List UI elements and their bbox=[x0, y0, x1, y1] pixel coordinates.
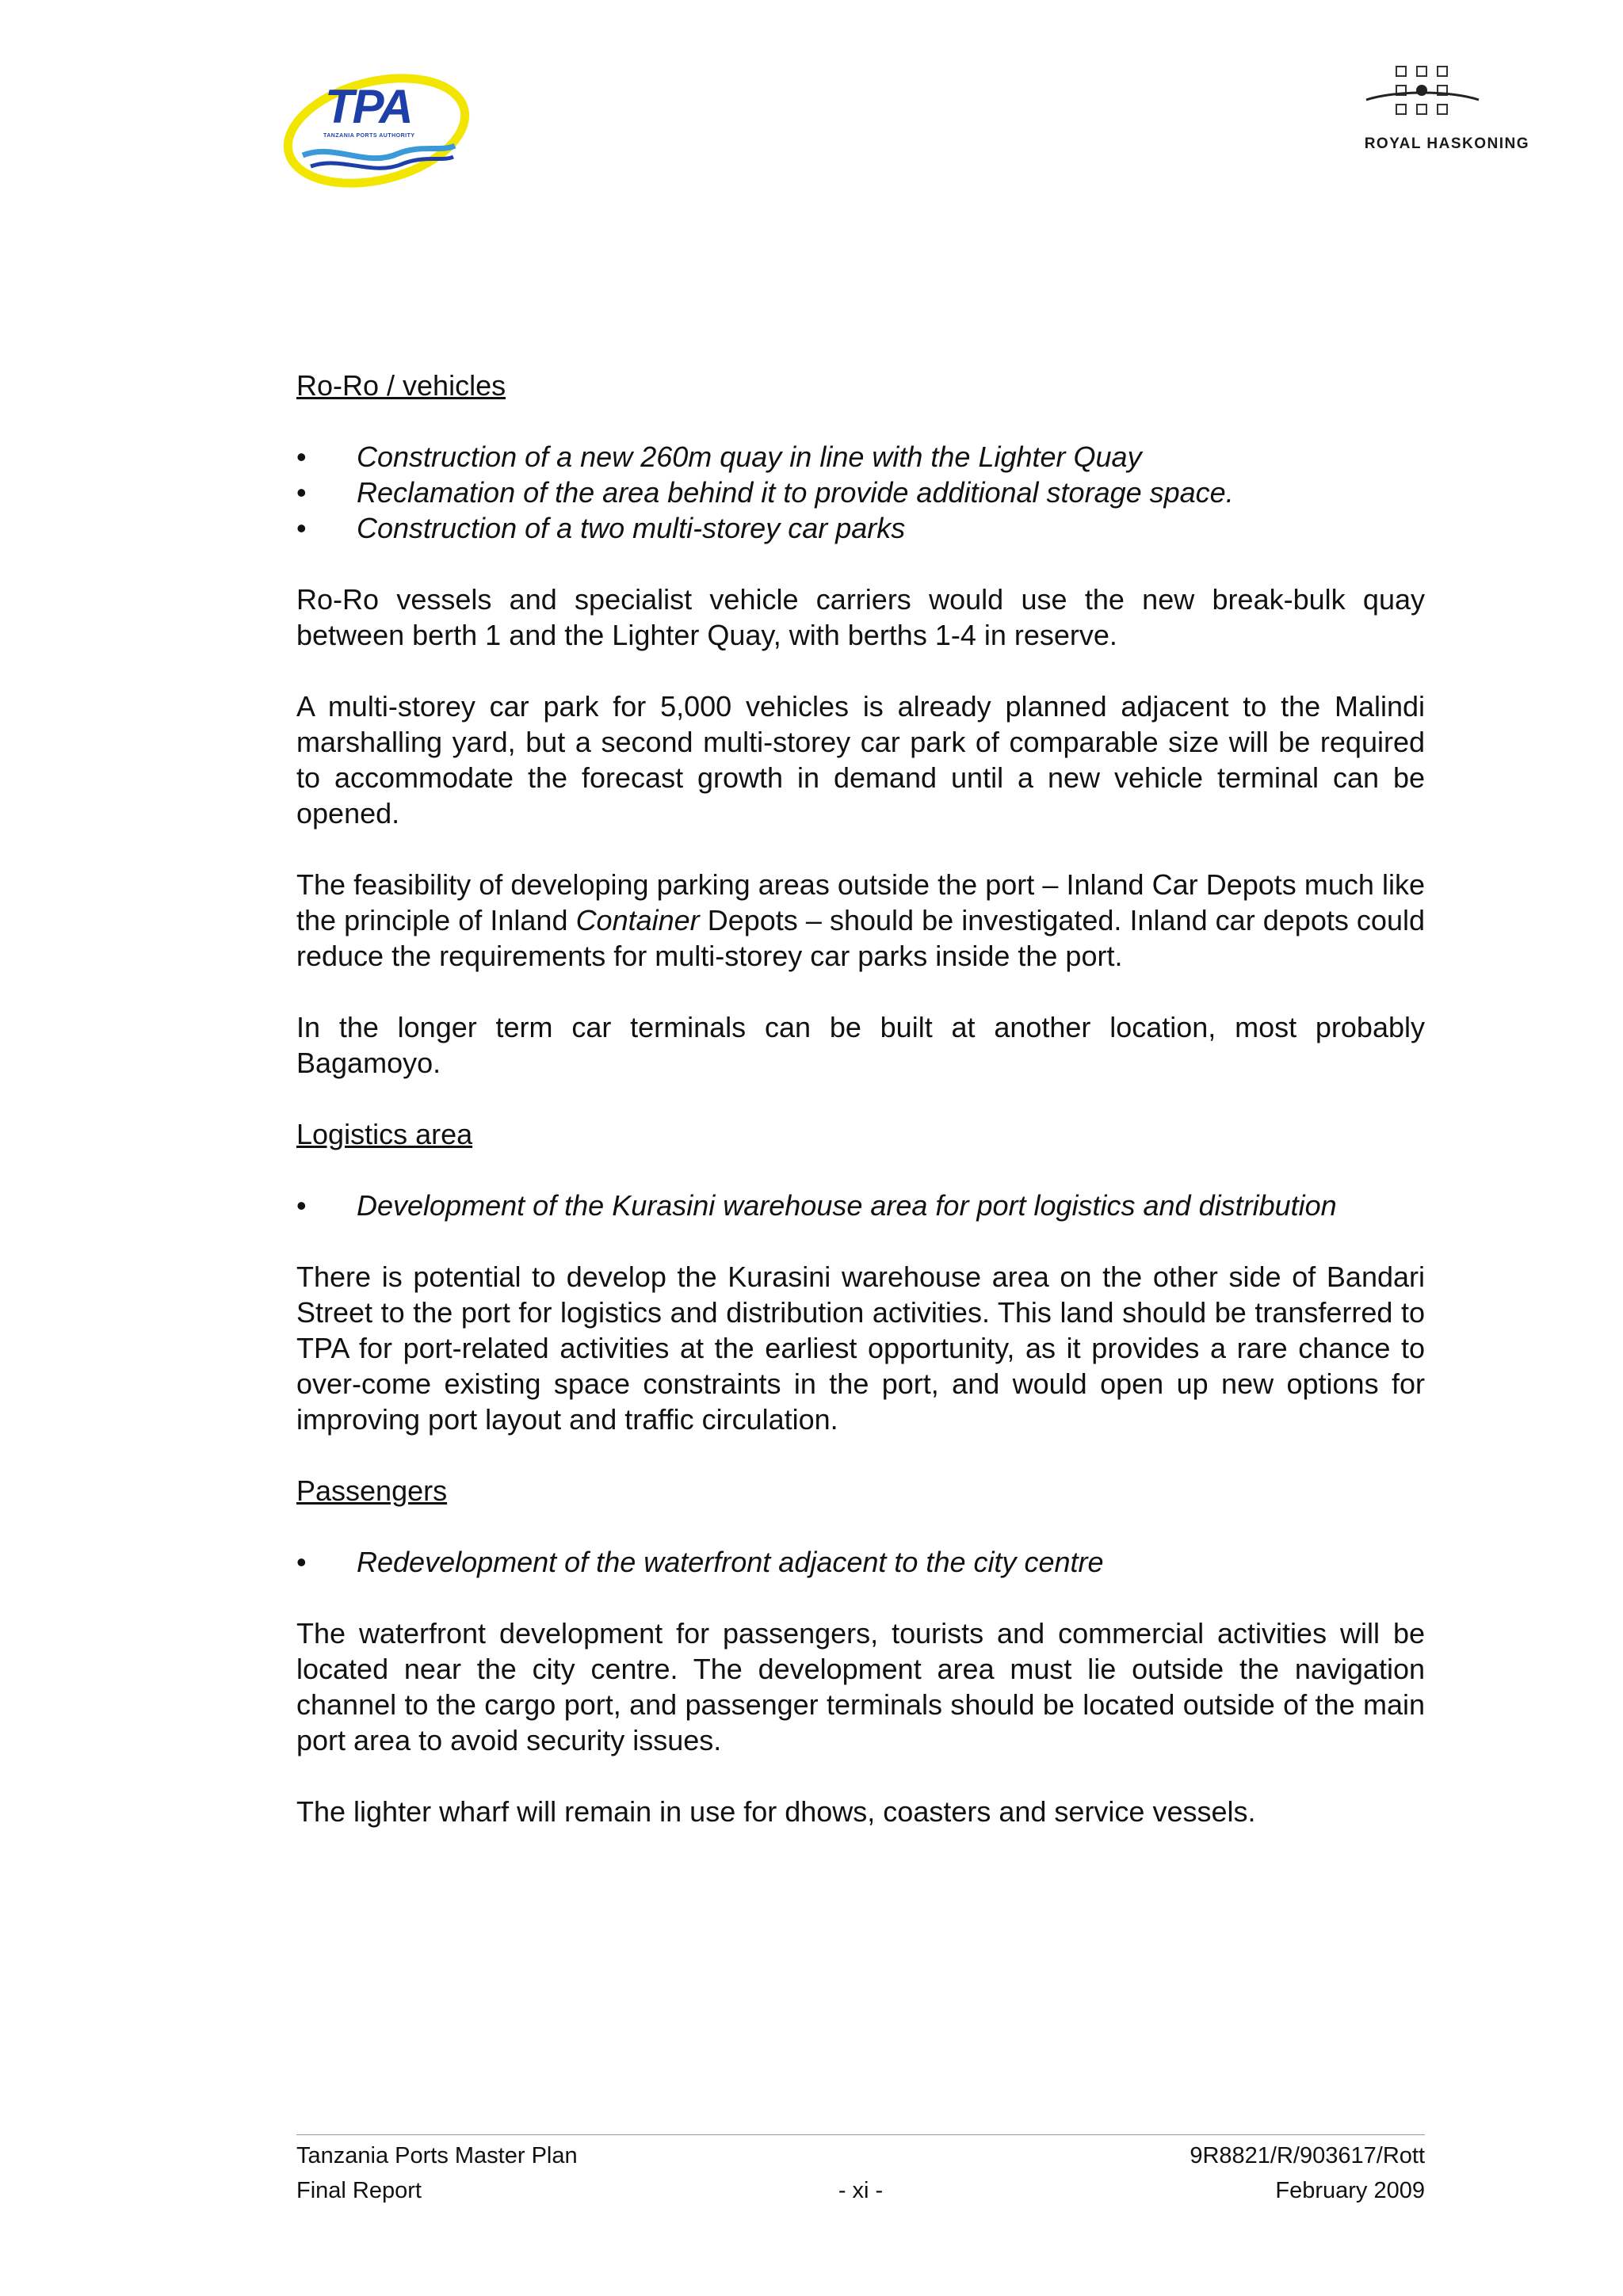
section-heading-logistics: Logistics area bbox=[296, 1118, 473, 1150]
bullet-list-passengers bbox=[296, 1544, 1425, 1580]
footer-report-type: Final Report bbox=[296, 2178, 422, 2203]
bullet-list-roro bbox=[296, 439, 1425, 546]
paragraph: The lighter wharf will remain in use for dhows, coasters and service vessels. bbox=[296, 1795, 1256, 1828]
list-item: • Construction of a two multi-storey car parks bbox=[296, 512, 906, 544]
list-item: • Reclamation of the area behind it to provide additional storage space. bbox=[296, 476, 1234, 509]
bullet-icon: • bbox=[296, 441, 307, 473]
paragraph: The feasibility of developing parking areas outside the port – Inland Car Depots much like the principle of Inland Container Depots – should be investigated. Inland car depots could reduce the requirements for multi-storey car parks inside the port. bbox=[296, 868, 1425, 972]
list-item: • Development of the Kurasini warehouse area for port logistics and distribution bbox=[296, 1189, 1337, 1222]
document-body bbox=[296, 368, 1425, 1829]
footer-reference-number: 9R8821/R/903617/Rott bbox=[1190, 2143, 1425, 2168]
list-item: • Construction of a new 260m quay in line with the Lighter Quay bbox=[296, 441, 1142, 473]
section-heading-roro: Ro-Ro / vehicles bbox=[296, 369, 506, 402]
royal-haskoning-logo-icon bbox=[1308, 62, 1529, 165]
paragraph: In the longer term car terminals can be built at another location, most probably Bagamoyo. bbox=[296, 1011, 1425, 1079]
tpa-logo-subtext: TANZANIA PORTS AUTHORITY bbox=[323, 133, 415, 139]
royal-haskoning-logo-text: ROYAL HASKONING bbox=[1364, 135, 1529, 152]
footer-document-title: Tanzania Ports Master Plan bbox=[296, 2143, 578, 2168]
bullet-icon: • bbox=[296, 1189, 307, 1222]
paragraph: There is potential to develop the Kurasini warehouse area on the other side of Bandari Street to the port for logistics and distribution activities. This land should be transferred to TPA for port-related activities at the earliest opportunity, as it provides a rare chance to over-come existing space constraints in the port, and would open up new options for improving port layout and traffic circulation. bbox=[296, 1261, 1425, 1436]
section-heading-passengers: Passengers bbox=[296, 1474, 448, 1507]
page-number: - xi - bbox=[838, 2178, 884, 2203]
page-footer bbox=[296, 2134, 1425, 2208]
paragraph: The waterfront development for passengers, tourists and commercial activities will be located near the city centre. The development area must lie outside the navigation channel to the cargo port, and passenger terminals should be located outside of the main port area to avoid security issues. bbox=[296, 1617, 1425, 1756]
bullet-list-logistics bbox=[296, 1188, 1425, 1223]
bullet-icon: • bbox=[296, 1546, 307, 1578]
tpa-logo-text: TPA bbox=[325, 80, 412, 133]
bullet-icon: • bbox=[296, 476, 307, 509]
list-item: • Redevelopment of the waterfront adjacent to the city centre bbox=[296, 1546, 1104, 1578]
emphasis-text: Container bbox=[575, 904, 700, 936]
tpa-logo-icon bbox=[279, 70, 474, 192]
paragraph: A multi-storey car park for 5,000 vehicles is already planned adjacent to the Malindi marshalling yard, but a second multi-storey car park of comparable size will be required to accommodate the forecast growth in demand until a new vehicle terminal can be opened. bbox=[296, 690, 1425, 830]
paragraph: Ro-Ro vessels and specialist vehicle carriers would use the new break-bulk quay between berth 1 and the Lighter Quay, with berths 1-4 in reserve. bbox=[296, 583, 1425, 651]
footer-date: February 2009 bbox=[1275, 2178, 1425, 2203]
bullet-icon: • bbox=[296, 512, 307, 544]
